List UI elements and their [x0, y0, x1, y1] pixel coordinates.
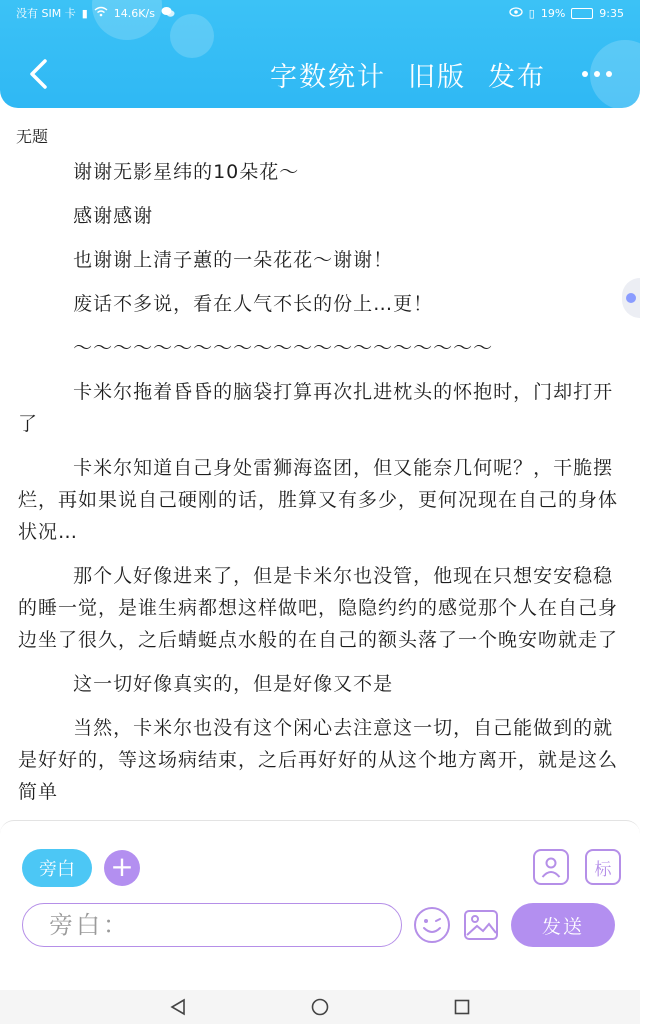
old-version-button[interactable]: 旧版 — [408, 61, 466, 93]
add-role-button[interactable]: + — [104, 850, 140, 886]
tag-button[interactable] — [585, 849, 621, 885]
nav-row — [0, 44, 640, 104]
triangle-back-icon — [170, 998, 186, 1016]
paragraph[interactable]: 这一切好像真实的，但是好像又不是 — [73, 673, 394, 695]
person-icon — [539, 855, 563, 879]
battery-percent: 19% — [540, 6, 566, 20]
editor-content[interactable] — [0, 108, 640, 820]
battery-icon — [571, 8, 593, 19]
assist-dot-icon — [626, 293, 636, 303]
status-bar — [0, 0, 640, 26]
network-speed: 14.6K/s — [113, 6, 155, 20]
more-options-button[interactable] — [582, 71, 612, 77]
emoji-button[interactable] — [412, 905, 452, 945]
publish-button[interactable]: 发布 — [488, 61, 546, 93]
nav-back-button[interactable] — [167, 996, 189, 1018]
tag-icon-label: 标 — [594, 859, 612, 880]
emoji-icon — [413, 906, 451, 944]
system-navigation-bar — [0, 990, 640, 1024]
paragraph[interactable]: ～～～～～～～～～～～～～～～～～～～～～ — [73, 337, 494, 359]
app-header — [0, 0, 640, 108]
word-count-button[interactable]: 字数统计 — [270, 61, 386, 93]
paragraph[interactable]: 那个人好像进来了，但是卡米尔也没管，他现在只想安安稳稳的睡一觉，是谁生病都想这样做吧，隐隐约约的感觉那个人在自己身边坐了很久，之后蜻蜓点水般的在自己的额头落了一个晚安吻就走了 — [18, 565, 619, 651]
vibrate-icon: ▯ — [528, 6, 535, 20]
nav-recents-button[interactable] — [451, 996, 473, 1018]
wifi-icon — [94, 6, 108, 20]
send-button[interactable]: 发送 — [511, 903, 615, 947]
carrier-text: 没有 SIM 卡 — [16, 7, 76, 20]
paragraph[interactable]: 卡米尔知道自己身处雷狮海盗团，但又能奈几何呢？，干脆摆烂，再如果说自己硬刚的话，胜算又有多少，更何况现在自己的身体状况… — [18, 457, 619, 543]
floating-assist-handle[interactable] — [622, 278, 640, 318]
role-selector-chip[interactable]: 旁白 — [22, 849, 92, 887]
circle-home-icon — [311, 998, 329, 1016]
paragraph[interactable]: 谢谢无影星纬的10朵花～ — [73, 161, 300, 183]
paragraph-list — [18, 156, 624, 864]
paragraph[interactable]: 感谢感谢 — [73, 205, 154, 227]
chevron-left-icon — [27, 58, 49, 90]
square-recents-icon — [454, 999, 470, 1015]
dot-icon — [594, 71, 600, 77]
message-input[interactable] — [22, 903, 402, 947]
paragraph[interactable]: 废话不多说，看在人气不长的份上…更！ — [73, 293, 434, 315]
dot-icon — [582, 71, 588, 77]
clock-time: 9:35 — [599, 6, 624, 20]
image-icon — [462, 906, 500, 944]
input-panel — [0, 820, 640, 990]
sim-icon: ▮ — [81, 6, 88, 20]
paragraph[interactable]: 当然，卡米尔也没有这个闲心去注意这一切，自己能做到的就是好好的，等这场病结束，之后再好好的从这个地方离开，就是这么简单 — [18, 717, 619, 803]
image-button[interactable] — [461, 905, 501, 945]
document-title[interactable]: 无题 — [16, 127, 49, 146]
paragraph[interactable]: 卡米尔拖着昏昏的脑袋打算再次扎进枕头的怀抱时，门却打开了 — [18, 381, 614, 435]
back-button[interactable] — [18, 54, 58, 94]
dot-icon — [606, 71, 612, 77]
nav-home-button[interactable] — [309, 996, 331, 1018]
wechat-icon — [161, 6, 175, 21]
character-avatar-button[interactable] — [533, 849, 569, 885]
paragraph[interactable]: 也谢谢上清子蕙的一朵花花～谢谢！ — [73, 249, 394, 271]
eye-icon — [509, 7, 523, 20]
